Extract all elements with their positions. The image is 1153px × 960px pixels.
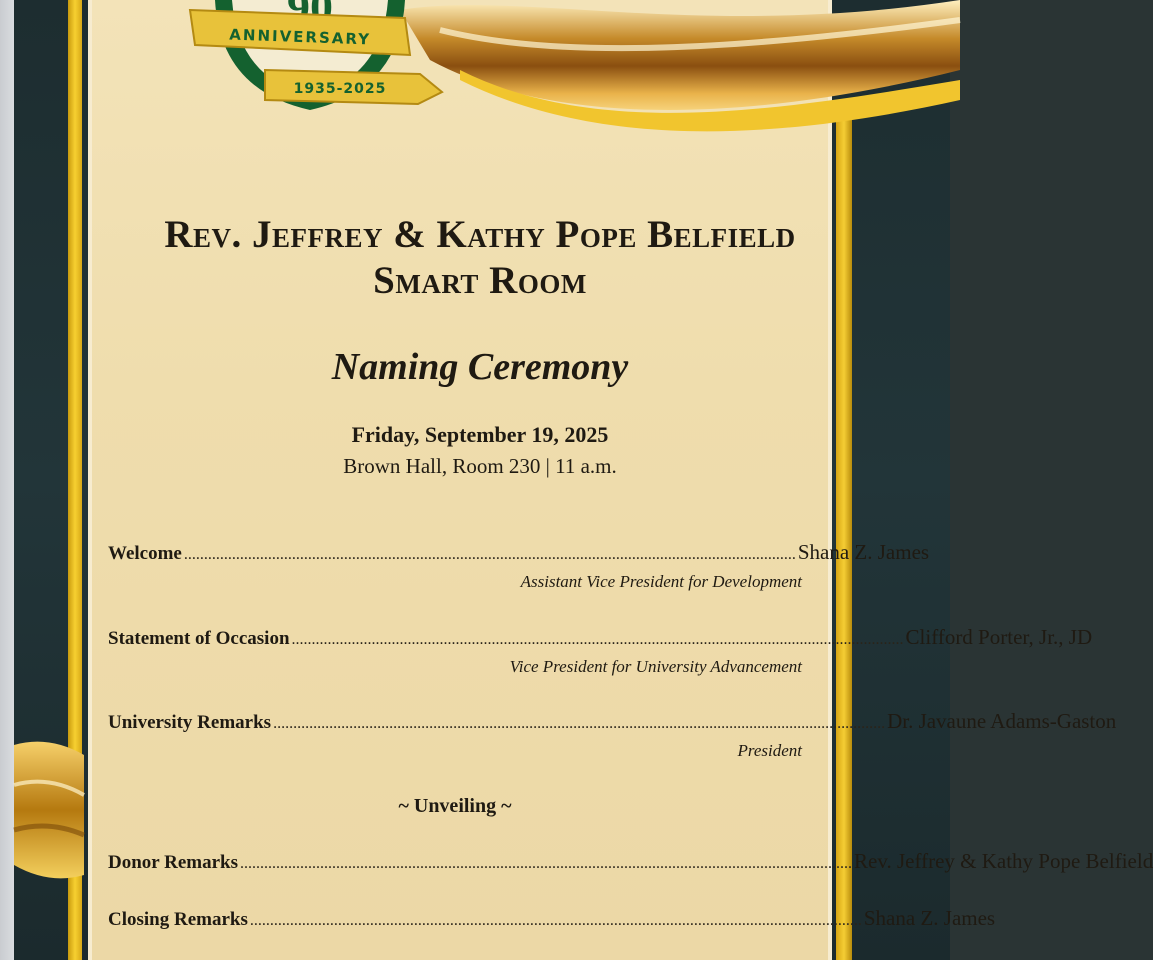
program-item-speaker: Dr. Javaune Adams-Gaston <box>887 709 1117 733</box>
leader-dots: ......................................................................................................................................................... <box>273 715 886 732</box>
program-item-welcome <box>108 540 930 565</box>
anniversary-seal <box>170 0 450 120</box>
program-item-role: Assistant Vice President for Development <box>520 572 802 591</box>
program-item-speaker: Shana Z. James <box>797 540 930 564</box>
program-item-donor-remarks <box>108 849 1153 874</box>
event-date: Friday, September 19, 2025 <box>351 422 609 447</box>
program-item-closing-remarks <box>108 906 996 931</box>
program-item-label: Statement of Occasion <box>108 628 290 649</box>
program-item-label: University Remarks <box>108 712 272 733</box>
honoree-title-line2: Smart Room <box>373 259 587 302</box>
leader-dots: ......................................................................................................................................................... <box>183 546 796 563</box>
program-item-university-remarks <box>108 709 1117 734</box>
program-item-label: Welcome <box>108 543 182 564</box>
leader-dots: ......................................................................................................................................................... <box>291 631 904 648</box>
seal-graphic <box>170 0 450 120</box>
program-item-statement <box>108 625 1093 650</box>
program-item-speaker: Shana Z. James <box>863 906 996 930</box>
seal-ribbon-text: ANNIVERSARY <box>229 25 372 49</box>
unveiling-heading: ~ Unveiling ~ <box>398 795 512 817</box>
gold-ribbon-decoration <box>400 0 960 150</box>
leader-dots: ......................................................................................................................................................... <box>240 855 853 872</box>
seal-years-text: 1935-2025 <box>293 81 387 97</box>
program-item-role: President <box>737 741 802 760</box>
program-item-speaker: Rev. Jeffrey & Kathy Pope Belfield <box>854 849 1153 873</box>
program-item-label: Closing Remarks <box>108 909 248 930</box>
event-subtitle: Naming Ceremony <box>331 346 629 388</box>
leader-dots: ......................................................................................................................................................... <box>249 912 862 929</box>
event-location: Brown Hall, Room 230 | 11 a.m. <box>343 454 617 478</box>
program-item-label: Donor Remarks <box>108 852 239 873</box>
program-item-speaker: Clifford Porter, Jr., JD <box>905 625 1093 649</box>
honoree-title-line1: Rev. Jeffrey & Kathy Pope Belfield <box>164 213 796 256</box>
program-item-role: Vice President for University Advancement <box>509 657 802 676</box>
